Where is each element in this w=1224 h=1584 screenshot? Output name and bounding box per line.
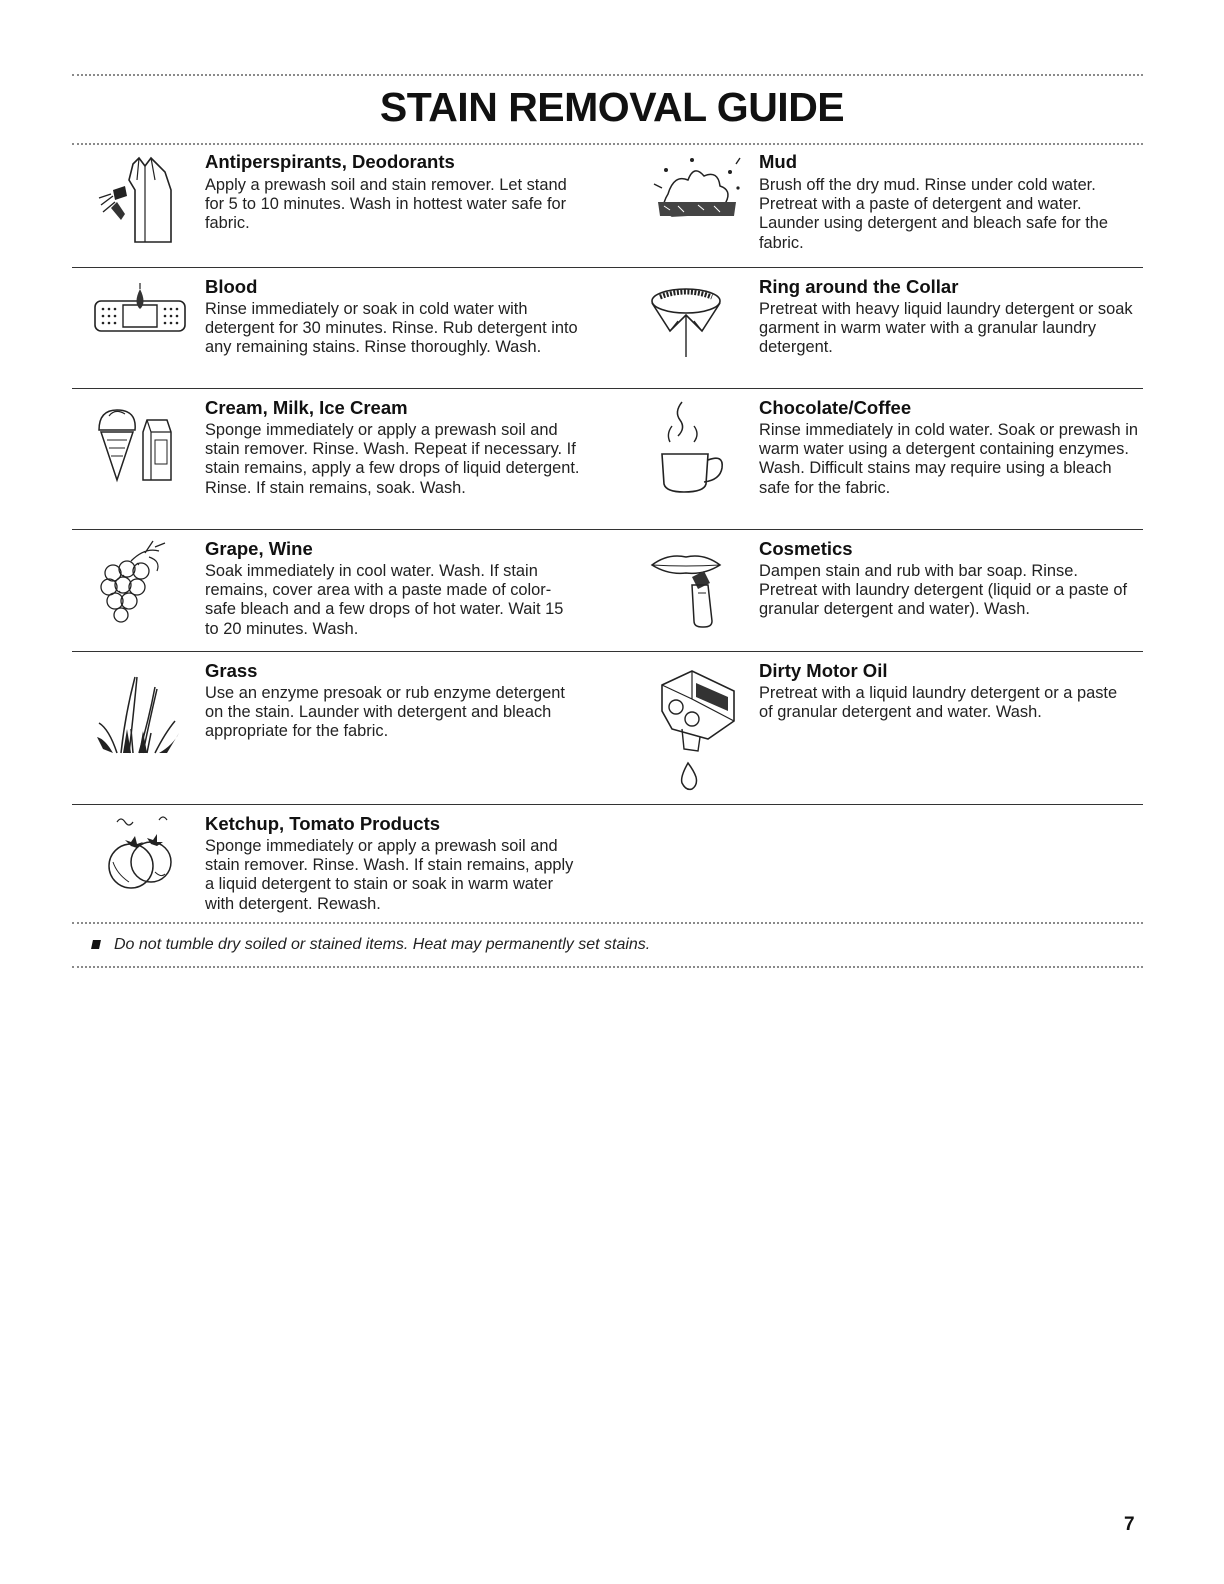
entry-text: Brush off the dry mud. Rinse under cold water. Pretreat with a paste of detergent and water. Launder using detergent and bleach safe for the fabric. xyxy=(759,176,1109,252)
row-divider xyxy=(72,651,1143,652)
entry-heading: Dirty Motor Oil xyxy=(759,660,888,681)
coffee-cup-icon xyxy=(648,396,738,496)
row-divider xyxy=(72,804,1143,805)
row-divider xyxy=(72,267,1143,268)
entry-text: Pretreat with a liquid laundry detergent or a paste of granular detergent and water. Wash. xyxy=(759,684,1118,722)
entry-heading: Ketchup, Tomato Products xyxy=(205,813,441,834)
entry-text: Rinse immediately in cold water. Soak or prewash in warm water using a detergent containing enzymes. Wash. Difficult stains may require using a bleach safe for the fabric. xyxy=(759,421,1138,497)
grass-icon xyxy=(95,659,185,759)
bullet-icon xyxy=(91,940,101,949)
note-top-dotted-rule xyxy=(72,922,1143,924)
entry-heading: Mud xyxy=(759,151,798,172)
entry-heading: Grape, Wine xyxy=(205,538,313,559)
note-text: Do not tumble dry soiled or stained items. Heat may permanently set stains. xyxy=(114,936,651,953)
entry-heading: Grass xyxy=(205,660,258,681)
lipstick-icon xyxy=(648,537,728,633)
entry-heading: Cosmetics xyxy=(759,538,853,559)
row-divider xyxy=(72,388,1143,389)
entry-text: Sponge immediately or apply a prewash soil and stain remover. Rinse. Wash. Repeat if necessary. If stain remains, apply a few drops of liquid detergent. Rinse. If stain remains, soak. Wash. xyxy=(205,421,580,497)
entry-text: Rinse immediately or soak in cold water with detergent for 30 minutes. Rinse. Rub detergent into any remaining stains. Rinse thoroughly. Wash. xyxy=(205,300,578,357)
entry-text: Dampen stain and rub with bar soap. Rinse. Pretreat with laundry detergent (liquid or a paste of granular detergent and water). Wash. xyxy=(759,562,1128,619)
top-dotted-rule xyxy=(72,74,1143,76)
entry-text: Pretreat with heavy liquid laundry detergent or soak garment in warm water with a granular laundry detergent. xyxy=(759,300,1133,357)
entry-heading: Ring around the Collar xyxy=(759,276,959,297)
note-bottom-dotted-rule xyxy=(72,966,1143,968)
entry-heading: Cream, Milk, Ice Cream xyxy=(205,397,408,418)
title-dotted-rule xyxy=(72,143,1143,145)
ice-cream-milk-icon xyxy=(95,396,185,492)
entry-text: Use an enzyme presoak or rub enzyme detergent on the stain. Launder with detergent and bleach appropriate for the fabric. xyxy=(205,684,565,741)
collar-icon xyxy=(648,275,728,361)
page-number: 7 xyxy=(1124,1514,1135,1535)
entry-heading: Blood xyxy=(205,276,258,297)
entry-text: Soak immediately in cool water. Wash. If stain remains, cover area with a paste made of color-safe bleach and a few drops of hot water. Wait 15 to 20 minutes. Wash. xyxy=(205,562,564,638)
tomatoes-icon xyxy=(95,812,185,902)
shirt-spray-icon xyxy=(95,150,185,250)
entry-heading: Antiperspirants, Deodorants xyxy=(205,151,455,172)
bandage-icon xyxy=(95,275,191,345)
mud-splash-icon xyxy=(648,150,744,230)
entry-text: Sponge immediately or apply a prewash soil and stain remover. Rinse. Wash. If stain remains, apply a liquid detergent to stain or soak in warm water with detergent. Rewash. xyxy=(205,837,574,913)
page-title: STAIN REMOVAL GUIDE xyxy=(379,84,845,130)
tumble-dry-note xyxy=(92,936,650,954)
row-divider xyxy=(72,529,1143,530)
entry-text: Apply a prewash soil and stain remover. Let stand for 5 to 10 minutes. Wash in hottest water safe for fabric. xyxy=(205,176,567,233)
grapes-icon xyxy=(95,537,175,623)
entry-heading: Chocolate/Coffee xyxy=(759,397,912,418)
engine-oil-drop-icon xyxy=(648,659,744,799)
